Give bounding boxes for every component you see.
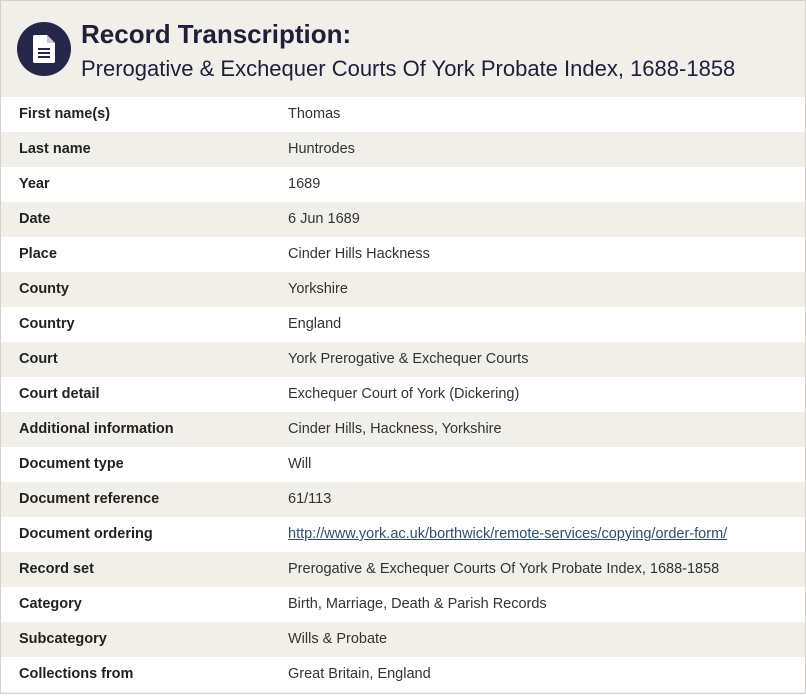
record-row [1, 342, 805, 377]
field-label: Document type [19, 456, 124, 472]
field-value: Prerogative & Exchequer Courts Of York Probate Index, 1688-1858 [288, 561, 720, 577]
field-value: Birth, Marriage, Death & Parish Records [288, 596, 547, 612]
field-value: Great Britain, England [288, 666, 431, 682]
field-label: Place [19, 246, 57, 262]
record-row [1, 517, 805, 552]
record-row [1, 167, 805, 202]
field-label: Court detail [19, 386, 100, 402]
field-value: 1689 [288, 176, 321, 192]
page-title: Record Transcription: [81, 19, 352, 49]
record-row [1, 307, 805, 342]
record-row [1, 587, 805, 622]
field-label: Document ordering [19, 526, 153, 542]
record-row [1, 377, 805, 412]
document-ordering-link[interactable]: http://www.york.ac.uk/borthwick/remote-services/copying/order-form/ [288, 526, 728, 542]
field-label: Record set [19, 561, 94, 577]
record-row [1, 272, 805, 307]
record-row [1, 552, 805, 587]
field-label: Document reference [19, 491, 160, 507]
field-label: Year [19, 176, 50, 192]
field-label: Country [19, 316, 75, 332]
record-header [1, 1, 805, 97]
field-label: Date [19, 211, 51, 227]
field-value: Wills & Probate [288, 631, 388, 647]
record-set-subtitle: Prerogative & Exchequer Courts Of York Probate Index, 1688-1858 [81, 56, 736, 81]
record-row [1, 132, 805, 167]
field-label: Last name [19, 141, 91, 157]
record-row [1, 657, 805, 692]
record-row [1, 202, 805, 237]
field-value: York Prerogative & Exchequer Courts [288, 351, 529, 367]
field-label: Category [19, 596, 82, 612]
field-value: Cinder Hills Hackness [288, 246, 430, 262]
field-value: Exchequer Court of York (Dickering) [288, 386, 520, 402]
record-row [1, 237, 805, 272]
field-label: First name(s) [19, 106, 111, 122]
field-value: Yorkshire [288, 281, 348, 297]
field-value: 6 Jun 1689 [288, 211, 360, 227]
field-label: County [19, 281, 69, 297]
field-value: Thomas [288, 106, 341, 122]
record-row [1, 482, 805, 517]
field-value: England [288, 316, 342, 332]
record-table [1, 97, 805, 692]
field-value: 61/113 [288, 491, 332, 507]
field-label: Subcategory [19, 631, 107, 647]
document-icon [17, 22, 71, 76]
field-value: Cinder Hills, Hackness, Yorkshire [288, 421, 502, 437]
record-row [1, 622, 805, 657]
record-row [1, 97, 805, 132]
field-value: Huntrodes [288, 141, 355, 157]
record-row [1, 447, 805, 482]
field-label: Additional information [19, 421, 174, 437]
field-label: Collections from [19, 666, 134, 682]
field-value: Will [288, 456, 312, 472]
field-label: Court [19, 351, 58, 367]
record-row [1, 412, 805, 447]
